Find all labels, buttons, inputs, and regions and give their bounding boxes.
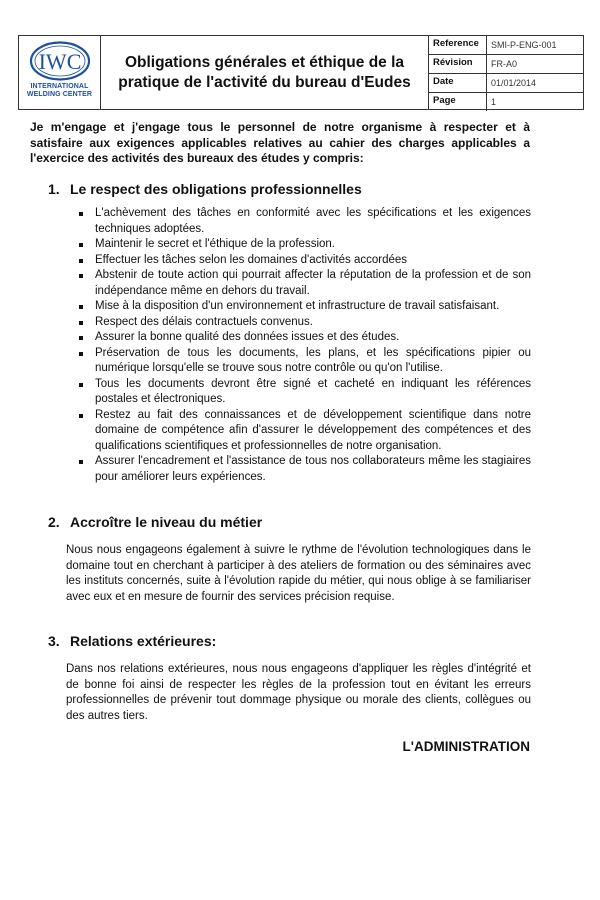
bullet-item: Mise à la disposition d'un environnement et infrastructure de travail satisfaisant. xyxy=(75,299,531,315)
section-number: 1. xyxy=(48,181,60,197)
section-title: Relations extérieures: xyxy=(70,633,217,649)
logo-line-2: WELDING CENTER xyxy=(26,91,93,98)
section-number: 2. xyxy=(48,514,60,530)
document-title: Obligations générales et éthique de la pratique de l'activité du bureau d'Eudes xyxy=(118,53,411,91)
bullet-item: L'achèvement des tâches en conformité avec les spécifications et les exigences techniques adoptées. xyxy=(75,206,531,237)
section-3-heading xyxy=(48,632,216,650)
iwc-logo-icon xyxy=(29,41,91,81)
meta-row-page xyxy=(429,93,583,111)
meta-value: SMI-P-ENG-001 xyxy=(491,40,557,50)
meta-row-date xyxy=(429,74,583,93)
bullet-item: Maintenir le secret et l'éthique de la profession. xyxy=(75,237,531,253)
meta-label: Date xyxy=(429,74,487,92)
section-title: Le respect des obligations professionnelles xyxy=(70,181,362,197)
section-1-heading xyxy=(48,180,362,198)
meta-value: 01/01/2014 xyxy=(491,78,537,88)
bullet-item: Abstenir de toute action qui pourrait affecter la réputation de la profession et de son indépendance même en dehors du travail. xyxy=(75,268,531,299)
logo-caption xyxy=(27,83,92,99)
company-logo xyxy=(19,36,101,109)
logo-line-1: INTERNATIONAL xyxy=(30,83,89,90)
bullet-item: Assurer l'encadrement et l'assistance de tous nos collaborateurs même les stagiaires pour améliorer leurs expériences. xyxy=(75,454,531,485)
document-title-cell xyxy=(101,36,429,109)
signature: L'ADMINISTRATION xyxy=(402,739,530,754)
bullet-item: Restez au fait des connaissances et de développement scientifique dans notre domaine de compétence afin d'assurer le développement des compétences et des qualifications scientifiques et professionnelles de notre organisation. xyxy=(75,408,531,455)
document-meta-table xyxy=(429,36,583,109)
meta-label: Page xyxy=(429,93,487,111)
bullet-item: Respect des délais contractuels convenus. xyxy=(75,315,531,331)
bullet-item: Assurer la bonne qualité des données issues et des études. xyxy=(75,330,531,346)
meta-label: Reference xyxy=(429,36,487,54)
meta-row-reference xyxy=(429,36,583,55)
meta-value: FR-A0 xyxy=(491,59,518,69)
meta-label: Révision xyxy=(429,55,487,73)
section-2-paragraph: Nous nous engageons également à suivre le rythme de l'évolution technologiques dans le domaine tout en cherchant à participer à des ateliers de formation ou des séminaires avec les instituts concernés, suite à l'évolution rapide du métier, qui nous oblige à se familiariser avec eux et en mesure de fournir des services précision requise. xyxy=(66,544,531,603)
document-header xyxy=(18,35,584,110)
section-title: Accroître le niveau du métier xyxy=(70,514,263,530)
section-3-paragraph: Dans nos relations extérieures, nous nous engageons d'appliquer les règles d'intégrité et de bonne foi ainsi de respecter les règles de la profession tout en évitant les erreurs professionnelles de prévenir tout dommage physique ou morale des clients, collègues ou des autres tiers. xyxy=(66,663,531,722)
logo-mark-text: IWC xyxy=(38,49,81,74)
section-2-heading xyxy=(48,513,262,531)
bullet-item: Tous les documents devront être signé et cacheté en indiquant les références postales et électroniques. xyxy=(75,377,531,408)
section-number: 3. xyxy=(48,633,60,649)
bullet-item: Préservation de tous les documents, les plans, et les spécifications pipier ou numérique lorsqu'elle se trouve sous notre contrôle ou qu'on l'utilise. xyxy=(75,346,531,377)
section-1-bullet-list xyxy=(75,206,531,485)
intro-paragraph: Je m'engage et j'engage tous le personnel de notre organisme à respecter et à satisfaire aux exigences applicables relatives au cahier des charges applicables a l'exercice des activités des bureaux des études y compris: xyxy=(30,120,530,165)
meta-row-revision xyxy=(429,55,583,74)
meta-value: 1 xyxy=(491,97,497,107)
bullet-item: Effectuer les tâches selon les domaines d'activités accordées xyxy=(75,253,531,269)
